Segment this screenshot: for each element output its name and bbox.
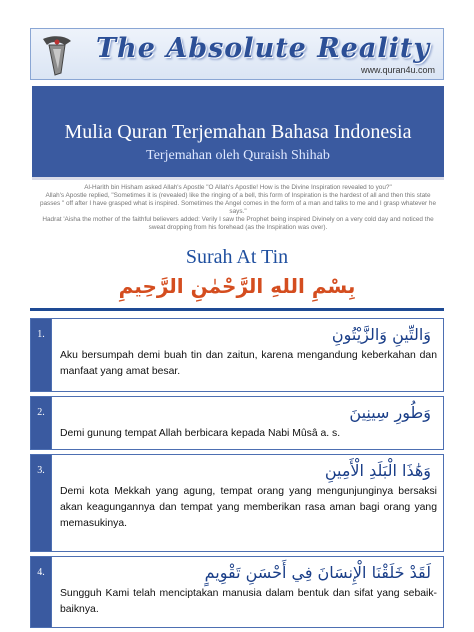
site-url[interactable]: www.quran4u.com xyxy=(360,65,435,75)
verse-body xyxy=(51,455,443,551)
verse-translation: Aku bersumpah demi buah tin dan zaitun, karena mengandung keberkahan dan manfaat yang amat besar. xyxy=(60,350,437,377)
divider xyxy=(30,308,444,311)
verse-row xyxy=(30,318,444,392)
verse-row xyxy=(30,556,444,628)
hadith-paragraph: Allah's Apostle replied, "Sometimes it is (revealed) like the ringing of a bell, this form of Inspiration is the hardest of all and then this state passes " off after I have grasped what is inspired. Sometimes the Angel comes in the form of a man and talks to me and I grasp whatever he says." xyxy=(39,192,437,215)
verse-row xyxy=(30,396,444,450)
verse-number: 4. xyxy=(31,557,51,627)
basmala: بِسْمِ اللهِ الرَّحْمٰنِ الرَّحِيمِ xyxy=(118,274,356,298)
verse-number: 3. xyxy=(31,455,51,551)
dagger-logo-icon xyxy=(35,33,79,77)
verse-row xyxy=(30,454,444,552)
verse-translation: Demi gunung tempat Allah berbicara kepada Nabi Mûsâ a. s. xyxy=(60,428,341,439)
header-banner xyxy=(30,28,444,80)
verse-body xyxy=(51,319,443,391)
verse-number: 2. xyxy=(31,397,51,449)
site-title: The Absolute Reality xyxy=(95,33,431,64)
title-box xyxy=(32,86,444,180)
document-subtitle: Terjemahan oleh Quraish Shihab xyxy=(146,148,330,163)
verse-translation: Demi kota Mekkah yang agung, tempat orang yang mengunjunginya bersaksi akan keagungannya dan tempat yang memberikan rasa aman bagi orang yang memasukinya. xyxy=(60,486,437,529)
verse-body xyxy=(51,557,443,627)
verse-body xyxy=(51,397,443,449)
verse-arabic: وَالتِّينِ وَالزَّيْتُونِ xyxy=(331,325,431,344)
document-title: Mulia Quran Terjemahan Bahasa Indonesia xyxy=(64,121,412,143)
hadith-paragraph: Hadrat 'Aisha the mother of the faithful believers added: Verily I saw the Prophet being inspired Divinely on a very cold day and noticed the sweat dropping from his forehead (as the Inspiration was over). xyxy=(42,216,434,231)
verse-arabic: لَقَدْ خَلَقْنَا الْإِنسَانَ فِي أَحْسَنِ تَقْوِيمٍ xyxy=(204,563,431,582)
document-page xyxy=(30,28,444,615)
hadith-text xyxy=(38,184,438,232)
hadith-paragraph: Al-Harith bin Hisham asked Allah's Apostle "O Allah's Apostle! How is the Divine Inspiration revealed to you?" xyxy=(84,184,392,191)
verse-number: 1. xyxy=(31,319,51,391)
verse-arabic: وَطُورِ سِينِينَ xyxy=(349,403,431,422)
verse-translation: Sungguh Kami telah menciptakan manusia dalam bentuk dan sifat yang sebaik-baiknya. xyxy=(60,588,437,615)
surah-title: Surah At Tin xyxy=(185,246,289,268)
verse-arabic: وَهَٰذَا الْبَلَدِ الْأَمِينِ xyxy=(324,461,431,480)
